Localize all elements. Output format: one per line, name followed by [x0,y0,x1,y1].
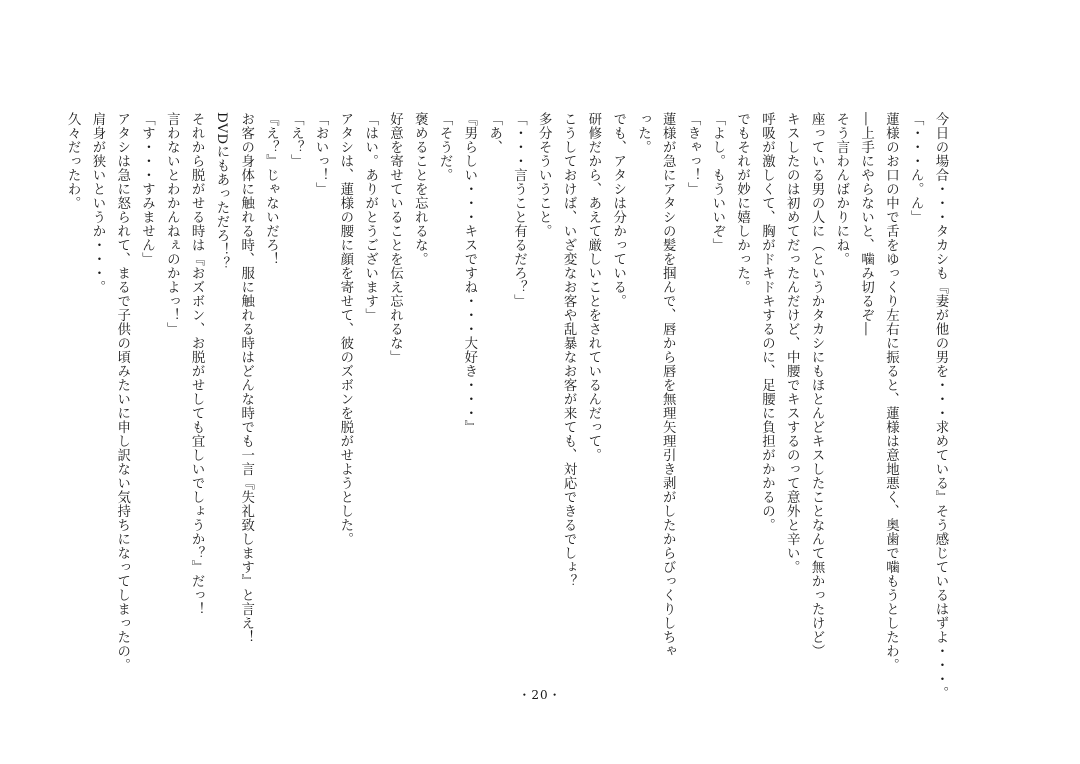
page-number: ・20・ [518,688,562,702]
text-line: 蓮様が急にアタシの髪を掴んで、唇から唇を無理矢理引き剥がしたからびっくりしちゃ [660,112,676,658]
text-line: 「そうだ。 [437,112,453,182]
text-line: 「おいっ！」 [313,112,329,196]
text-line: お客の身体に触れる時、服に触れる時はどんな時でも一言『失礼致します』と言え！ [238,112,254,644]
text-line: こうしておけば、いざ変なお客や乱暴なお客が来ても、対応できるでしょ？ [561,112,577,588]
text-line: 肩身が狭いというか・・・。 [89,112,105,294]
text-line: 呼吸が激しくて、胸がドキドキするのに、足腰に負担がかかるの。 [759,112,775,532]
text-line: 蓮様のお口の中で舌をゆっくり左右に振ると、蓮様は意地悪く、奥歯で噛もうとしたわ。 [883,112,899,672]
text-line: それから脱がせる時は『おズボン、お脱がせしても宜しいでしょうか？』だっ！ [189,112,205,616]
text-line: 言わないとわかんねぇのかよっ！」 [164,112,180,336]
text-line: 『え？』じゃないだろ！ [263,112,279,266]
text-line: った。 [635,112,651,154]
text-line: 座っている男の人に（というかタカシにもほとんどキスしたことなんて無かったけど） [809,112,825,658]
text-line: 「はい。ありがとうございます」 [362,112,378,322]
text-line: でも、アタシは分かっている。 [610,112,626,308]
text-line: アタシは急に怒られて、まるで子供の頃みたいに申し訳ない気持ちになってしまったの。 [114,112,130,672]
text-line: ―上手にやらないと、噛み切るぞ― [858,112,874,336]
text-line: でもそれが妙に嬉しかった。 [734,112,750,294]
text-line: 久々だったわ。 [65,112,81,210]
text-line: 「あ、 [486,112,502,154]
text-line: DVDにもあっただろ！？ [213,112,229,271]
text-line: 「・・・言うこと有るだろ？」 [511,112,527,308]
text-line: 「す・・・すみません」 [139,112,155,266]
text-line: 好意を寄せていることを伝え忘れるな」 [387,112,403,364]
text-line: キスしたのは初めてだったんだけど、中腰でキスするのって意外と辛い。 [784,112,800,574]
text-line: 研修だから、あえて厳しいことをされているんだって。 [585,112,601,462]
text-line: アタシは、蓮様の腰に顔を寄せて、彼のズボンを脱がせようとした。 [337,112,353,546]
text-line: 褒めることを忘れるな。 [412,112,428,266]
text-line: 「え？」 [288,112,304,168]
text-line: 「よし。もういいぞ」 [709,112,725,252]
text-line: そう言わんばかりにね。 [833,112,849,266]
text-line: 「きゃっ！」 [685,112,701,196]
text-line: 「・・・ん。ん」 [908,112,924,224]
text-line: 『男らしい・・・キスですね・・・大好き・・・』 [461,112,477,434]
text-line: 多分そういうこと。 [536,112,552,238]
text-line: 今日の場合・・・タカシも『妻が他の男を・・・求めている』そう感じているはずよ・・・。 [933,112,948,700]
